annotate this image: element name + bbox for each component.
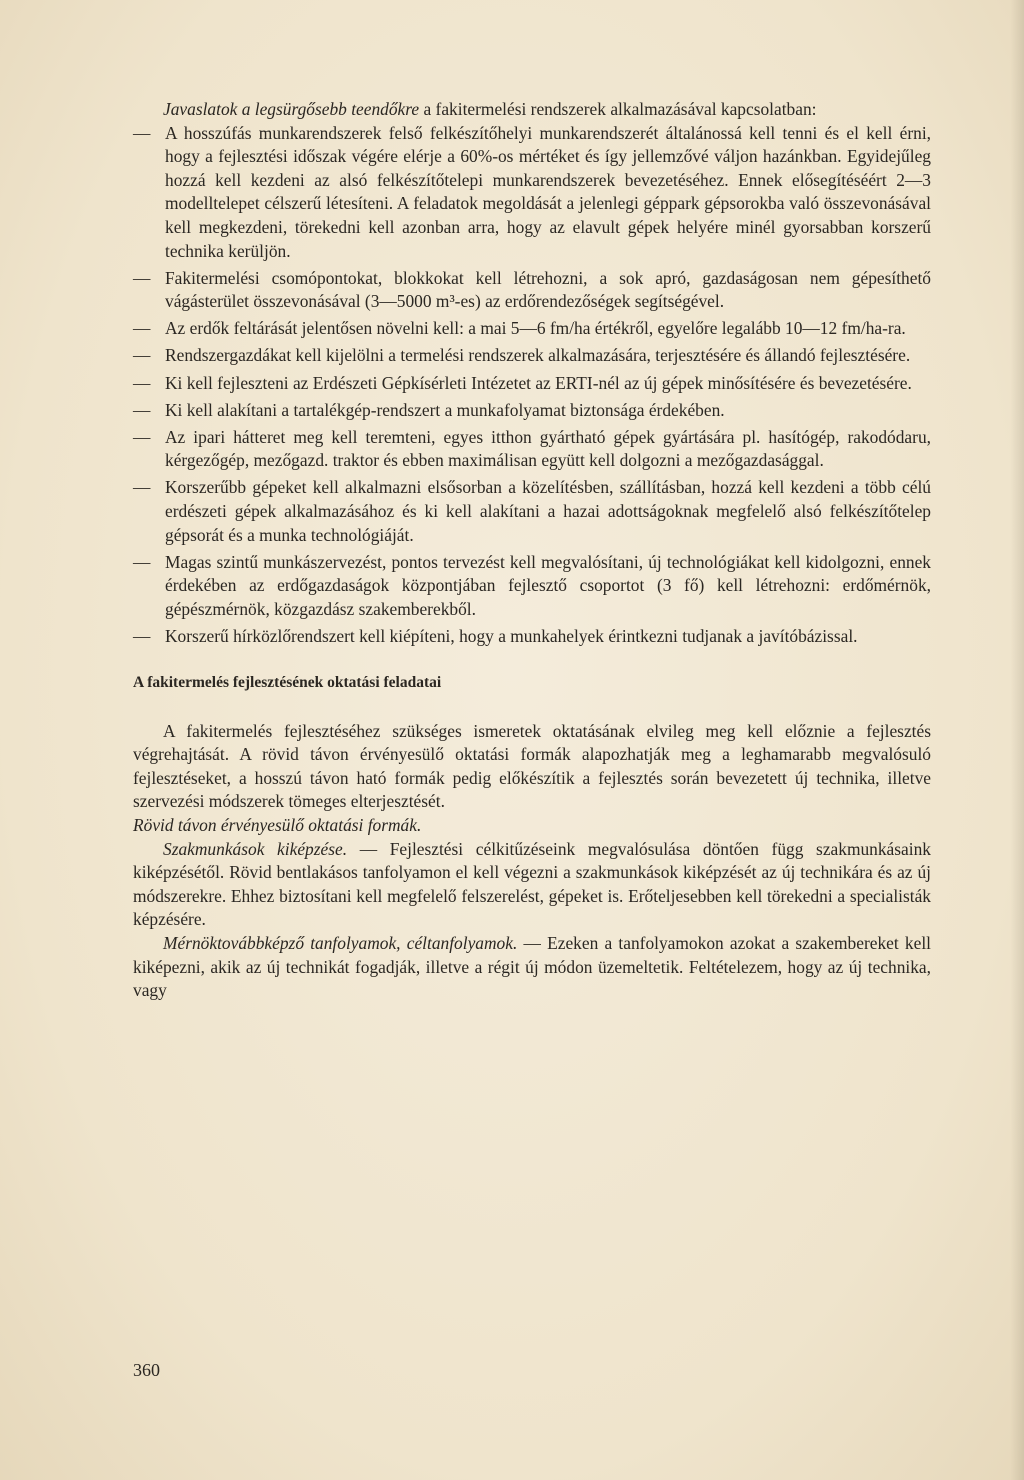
list-item-text: Az erdők feltárását jelentősen növelni kell: a mai 5—6 fm/ha értékről, egyelőre legalább 10—12 fm/ha-ra. (165, 318, 906, 339)
list-item (133, 344, 931, 368)
list-item-text: Fakitermelési csomópontokat, blokkokat kell létrehozni, a sok apró, gazdaságosan nem gépesíthető vágásterület összevonásával (3—5000 m³-es) az erdőrendezőségek segítségével. (165, 267, 931, 312)
list-item (133, 476, 931, 547)
paragraph-3-rest: — Ezeken a tanfolyamokon azokat a szakembereket kell kiképezni, akik az új technikát fogadják, illetve a régit új módon üzemeltetik. Feltételezem, hogy az új technika, vagy (133, 932, 932, 1001)
paragraph-2-lead: Szakmunkások kiképzése. (163, 838, 348, 859)
intro-rest: a fakitermelési rendszerek alkalmazásával kapcsolatban: (419, 99, 817, 119)
list-item-text: Ki kell fejleszteni az Erdészeti Gépkísérleti Intézetet az ERTI-nél az új gépek minősítésére és bevezetésére. (165, 372, 912, 393)
list-dash: — (133, 372, 151, 393)
paragraph-3 (133, 932, 931, 1003)
list-dash: — (133, 345, 151, 366)
list-dash: — (133, 267, 151, 288)
list-item (133, 551, 931, 622)
list-item (133, 122, 931, 264)
intro-paragraph (133, 98, 931, 122)
page-edge-shadow (1010, 0, 1024, 1480)
list-item (133, 625, 931, 649)
list-item-text: Magas szintű munkászervezést, pontos tervezést kell megvalósítani, új technológiákat kell kidolgozni, ennek érdekében az erdőgazdaságok központjában fejlesztő csoportot (3 fő) kell létrehozni: erdőmérnök, gépészmérnök, közgazdász szakemberekből. (165, 551, 931, 619)
list-item-text: Rendszergazdákat kell kijelölni a termelési rendszerek alkalmazására, terjesztésére és állandó fejlesztésére. (165, 345, 911, 366)
subheading: Rövid távon érvényesülő oktatási formák. (133, 814, 422, 835)
list-item-text: Ki kell alakítani a tartalékgép-rendszert a munkafolyamat biztonsága érdekében. (165, 399, 725, 420)
list-item-text: Az ipari hátteret meg kell teremteni, egyes itthon gyártható gépek gyártására pl. hasítógép, rakodódaru, kérgezőgép, mezőgazd. traktor és ebben maximálisan együtt kell dolgozni a mezőgazdasággal. (165, 426, 931, 471)
list-item-text: Korszerű hírközlőrendszert kell kiépíteni, hogy a munkahelyek érintkezni tudjanak a javítóbázissal. (165, 625, 858, 646)
intro-italic-lead: Javaslatok a legsürgősebb teendőkre (163, 99, 420, 119)
list-item (133, 426, 931, 473)
list-dash: — (133, 426, 151, 447)
list-dash: — (133, 399, 151, 420)
page-number: 360 (133, 1360, 160, 1380)
list-item (133, 317, 931, 341)
list-item-text: A hosszúfás munkarendszerek felső felkészítőhelyi munkarendszerét általánossá kell tenni és el kell érni, hogy a fejlesztési időszak végére elérje a 60%-os mértéket és így jellemzővé váljon hazánkban. Egyidejűleg hozzá kell kezdeni az alsó felkészítőtelepi munkarendszerek bevezetéséhez. Ennek elősegítéséért 2—3 modelltelepet célszerű létesíteni. A feladatok megoldását a jelenlegi géppark gépsorokba való összevonásával kell megkezdeni, törekedni kell azonban arra, hogy az elavult gépek helyére minél gyorsabban korszerű technika kerüljön. (165, 122, 931, 261)
list-dash: — (133, 477, 151, 498)
list-item-text: Korszerűbb gépeket kell alkalmazni elsősorban a közelítésben, szállításban, hozzá kell kezdeni a több célú erdészeti gépek alkalmazásához és ki kell alakítani a hazai adottságoknak megfelelő alsó felkészítőtelep gépsorát és a munka technológiáját. (165, 477, 931, 545)
section-heading: A fakitermelés fejlesztésének oktatási feladatai (133, 673, 442, 691)
list-item (133, 372, 931, 396)
paragraph-3-lead: Mérnöktovábbképző tanfolyamok, céltanfolyamok. (163, 932, 518, 953)
list-dash: — (133, 625, 151, 646)
list-dash: — (133, 551, 151, 572)
list-item (133, 267, 931, 314)
paragraph-1: A fakitermelés fejlesztéséhez szükséges ismeretek oktatásának elvileg meg kell előznie a fejlesztés végrehajtását. A rövid távon érvényesülő oktatási formák alapozhatják meg a leghamarabb megvalósuló fejlesztéseket, a hosszú távon ható formák pedig előkészítik a fejlesztés során bevezetett új technika, illetve szervezési módszerek tömeges elterjesztését. (133, 720, 931, 812)
list-item (133, 399, 931, 423)
paragraph-2-rest: — Fejlesztési célkitűzéseink megvalósulása döntően függ szakmunkásaink kiképzésétől. Rövid bentlakásos tanfolyamon el kell végezni a szakmunkások kiképzését az új technikára és az új módszerekre. Ehhez biztosítani kell megfelelő felszerelést, gépeket is. Erőteljesebben kell törekedni a specialisták képzésére. (133, 838, 931, 930)
paragraph-2 (133, 838, 931, 932)
list-dash: — (133, 318, 151, 339)
list-dash: — (133, 122, 151, 143)
body-text (133, 98, 931, 1003)
